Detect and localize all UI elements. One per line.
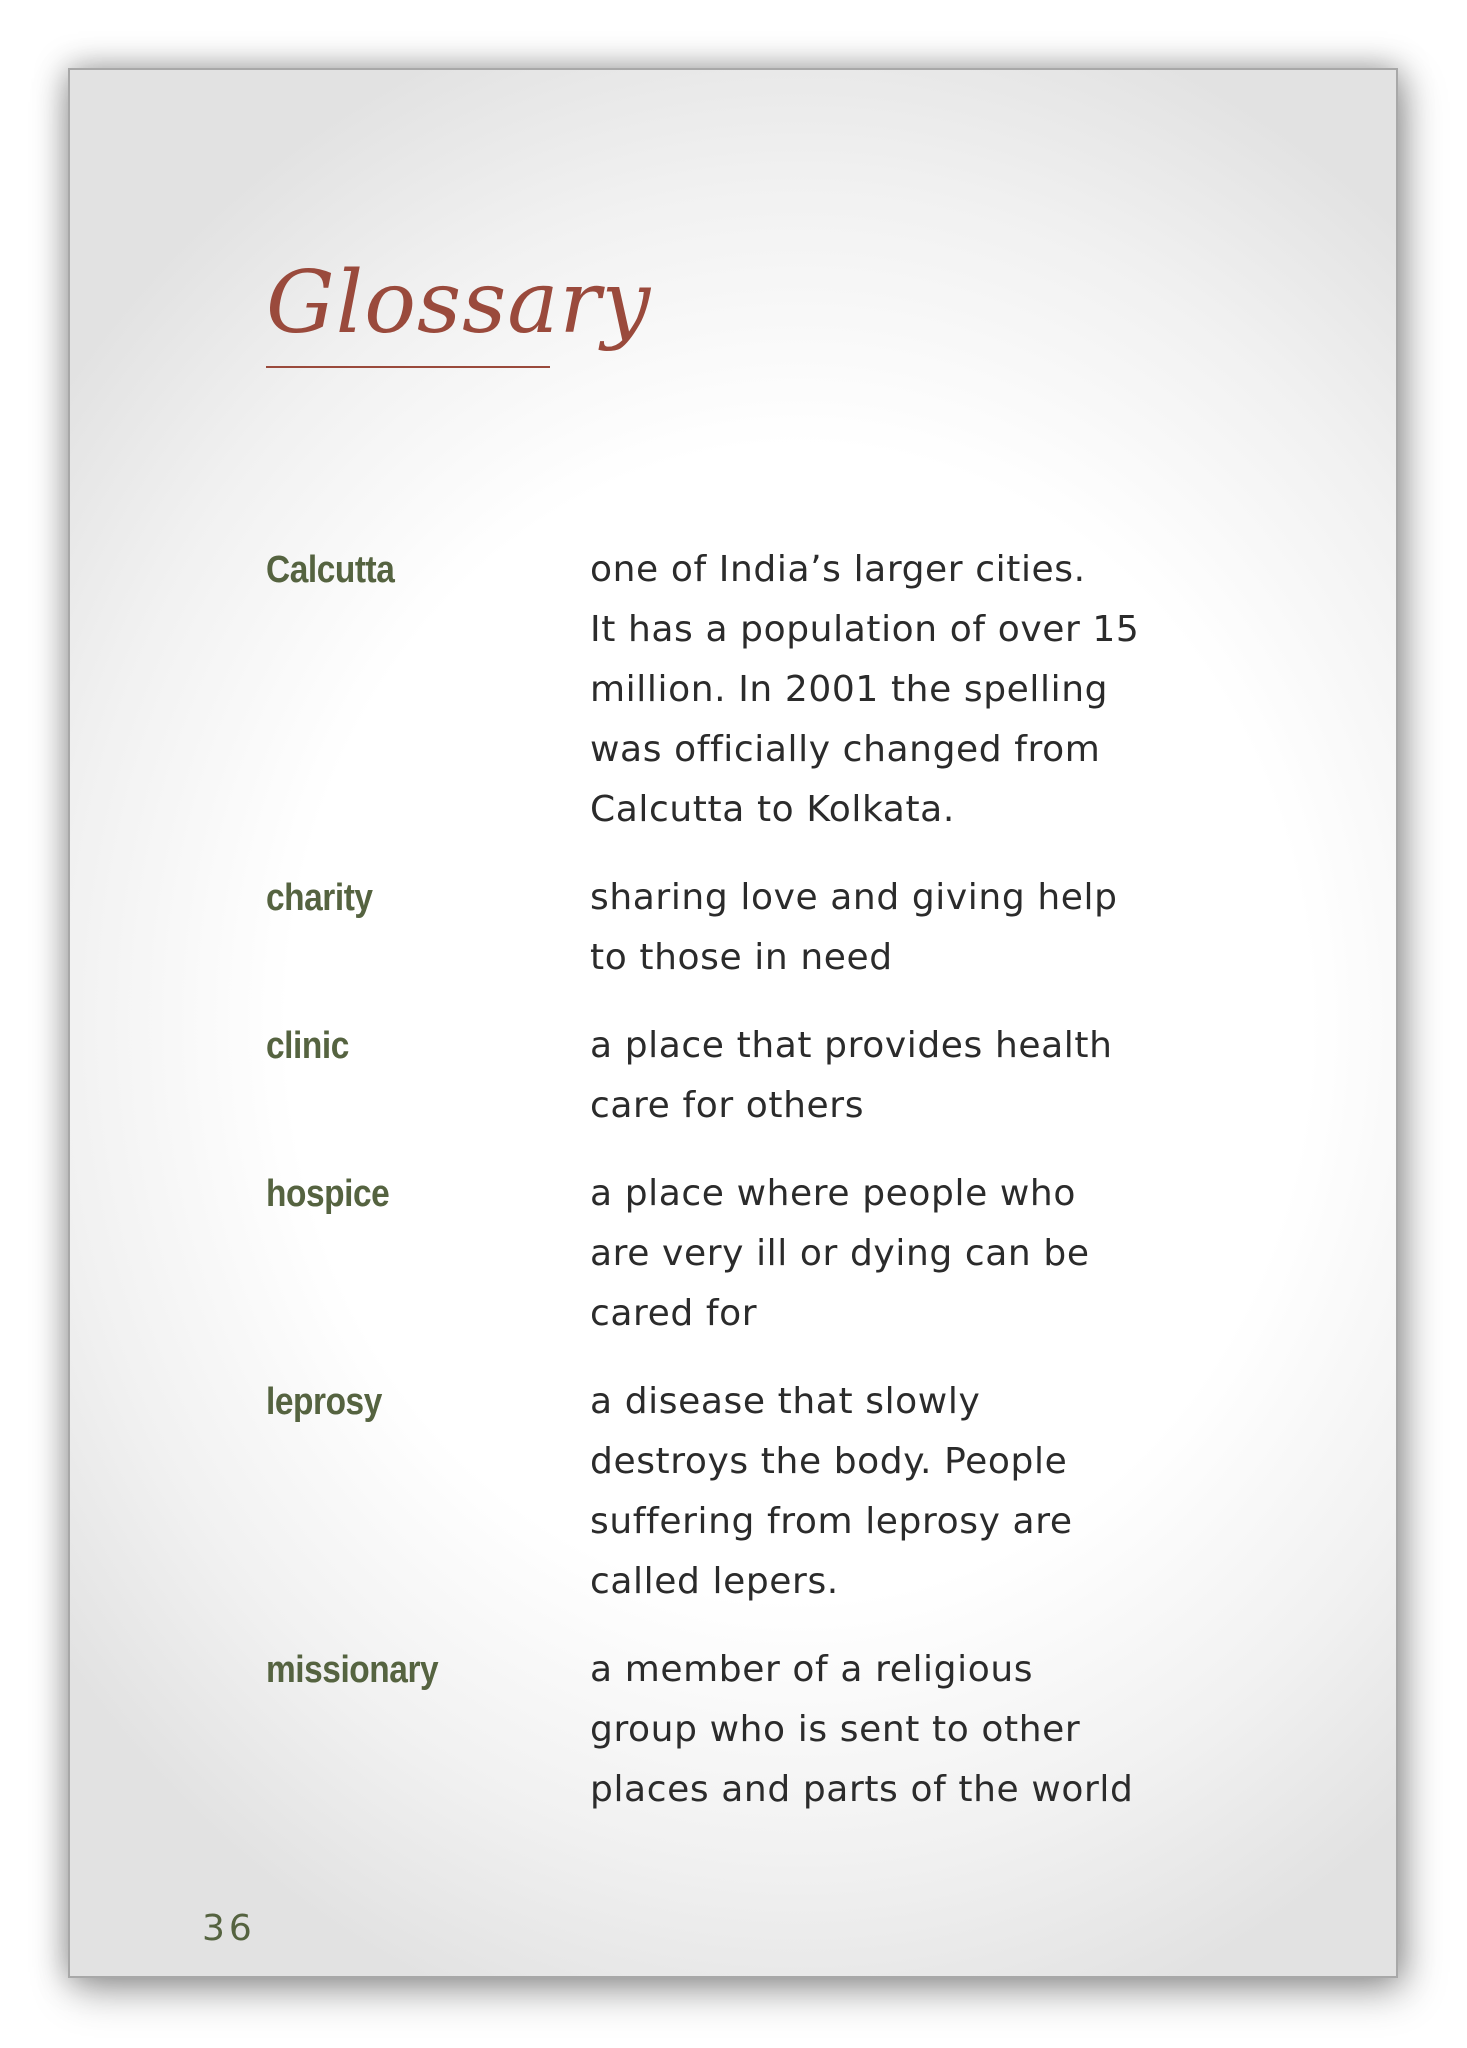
- glossary-term: hospice: [266, 1173, 390, 1215]
- glossary-entry-hospice: [266, 1164, 1266, 1344]
- glossary-term: leprosy: [266, 1381, 382, 1423]
- page-number: 36: [202, 1908, 256, 1949]
- glossary-entry-clinic: [266, 1016, 1266, 1136]
- glossary-definition: a disease that slowly destroys the body. People suffering from leprosy are called lepers.: [590, 1381, 1073, 1602]
- glossary-definition: a member of a religious group who is sent to other places and parts of the world: [590, 1649, 1134, 1810]
- book-page: [68, 68, 1398, 1978]
- glossary-entry-missionary: [266, 1640, 1266, 1820]
- glossary-term: missionary: [266, 1649, 439, 1691]
- glossary-definition: a place where people who are very ill or dying can be cared for: [590, 1173, 1090, 1334]
- glossary-definition: sharing love and giving help to those in need: [590, 877, 1118, 978]
- glossary-entry-calcutta: [266, 540, 1266, 840]
- glossary-term: Calcutta: [266, 549, 395, 591]
- glossary-term: clinic: [266, 1025, 349, 1067]
- page-title: Glossary: [266, 253, 652, 353]
- glossary-entry-charity: [266, 868, 1266, 988]
- glossary-term: charity: [266, 877, 373, 919]
- glossary-definition: a place that provides health care for others: [590, 1025, 1113, 1126]
- title-underline: [266, 366, 550, 368]
- glossary-list: [266, 540, 1266, 1848]
- glossary-entry-leprosy: [266, 1372, 1266, 1612]
- glossary-definition: one of India’s larger cities. It has a population of over 15 million. In 2001 the spelling was officially changed from Calcutta to Kolkata.: [590, 549, 1140, 830]
